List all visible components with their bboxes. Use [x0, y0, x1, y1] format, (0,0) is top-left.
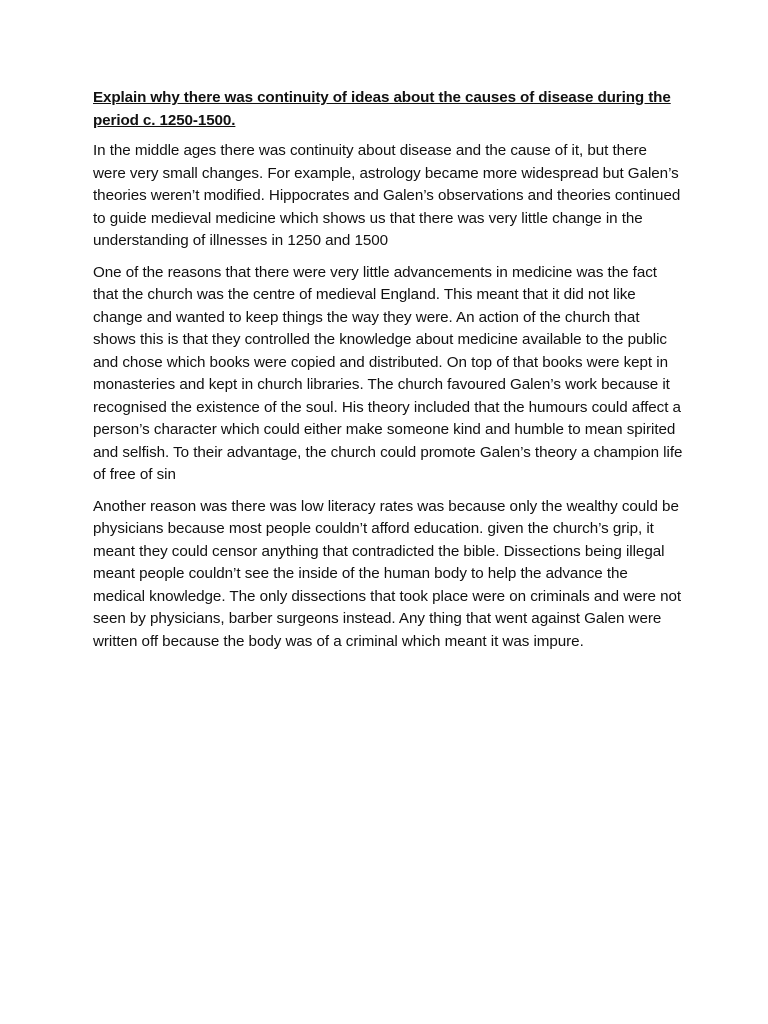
document-page [93, 87, 683, 662]
essay-paragraph-intro: In the middle ages there was continuity about disease and the cause of it, but there were very small changes. For example, astrology became more widespread but Galen’s theories weren’t modified. Hippocrates and Galen’s observations and theories continued to guide medieval medicine which shows us that there was very little change in the understanding of illnesses in 1250 and 1500 [93, 142, 681, 249]
essay-paragraph-church: One of the reasons that there were very little advancements in medicine was the fact that the church was the centre of medieval England. This meant that it did not like change and wanted to keep things the way they were. An action of the church that shows this is that they controlled the knowledge about medicine available to the public and chose which books were copied and distributed. On top of that books were kept in monasteries and kept in church libraries. The church favoured Galen’s work because it recognised the existence of the soul. His theory included that the humours could affect a person’s character which could either make someone kind and humble to mean spirited and selfish. To their advantage, the church could promote Galen’s theory a champion life of free of sin [93, 263, 683, 483]
essay-paragraph-literacy: Another reason was there was low literacy rates was because only the wealthy could be physicians because most people couldn’t afford education. given the church’s grip, it meant they could censor anything that contradicted the bible. Dissections being illegal meant people couldn’t see the inside of the human body to help the advance the medical knowledge. The only dissections that took place were on criminals and were not seen by physicians, barber surgeons instead. Any thing that went against Galen were written off because the body was of a criminal which meant it was impure. [93, 497, 682, 650]
essay-question-title: Explain why there was continuity of ideas about the causes of disease during the period c. 1250-1500. [93, 89, 671, 129]
